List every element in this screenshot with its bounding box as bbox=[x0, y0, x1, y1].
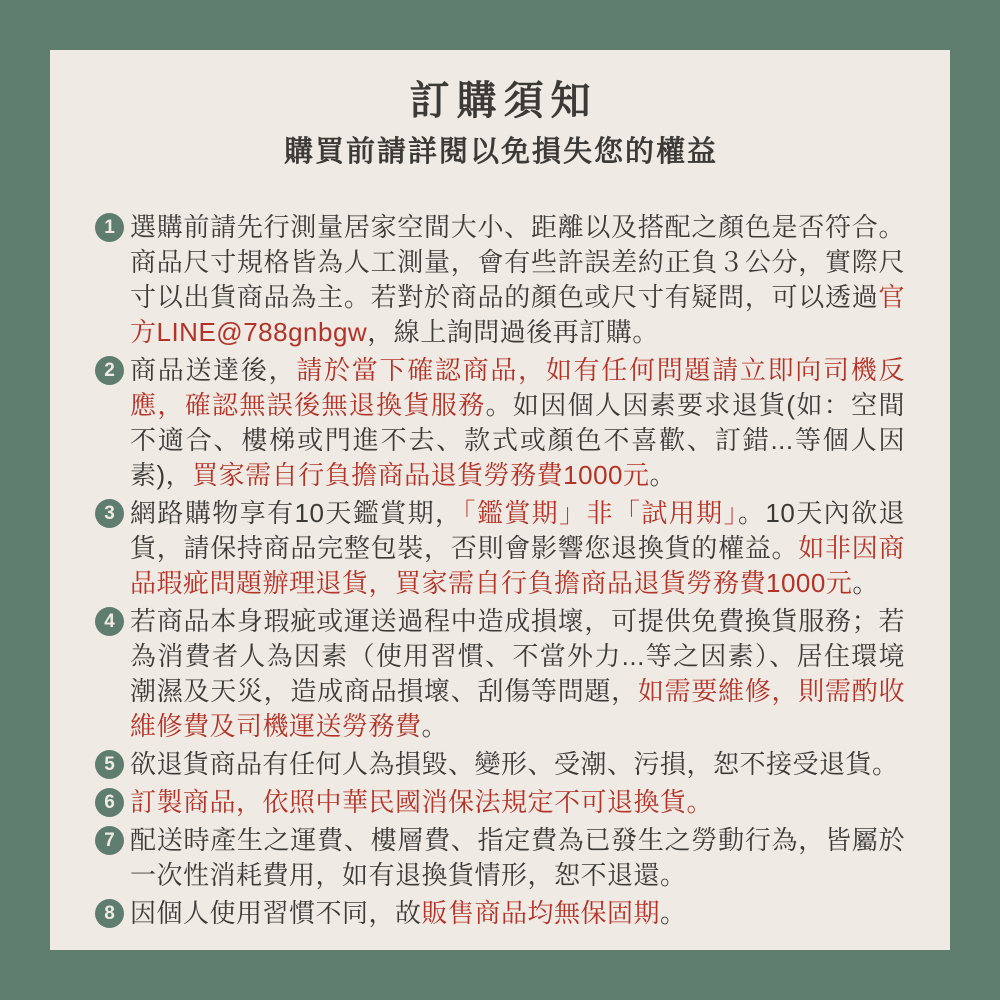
notice-text bbox=[130, 496, 905, 601]
notice-number-badge: 7 bbox=[95, 826, 124, 855]
notice-number-badge: 6 bbox=[95, 788, 124, 817]
notice-text-segment: 販售商品均無保固期 bbox=[421, 898, 661, 928]
notice-text-segment: 買家需自行負擔商品退貨勞務費1000元 bbox=[192, 460, 650, 490]
notice-text-segment: 訂製商品，依照中華民國消保法規定不可退換貨。 bbox=[130, 787, 714, 817]
notice-text bbox=[130, 896, 905, 931]
notice-item bbox=[95, 785, 905, 820]
notice-text bbox=[130, 747, 905, 782]
notice-item bbox=[95, 747, 905, 782]
notice-item bbox=[95, 896, 905, 931]
notice-text-segment: 欲退貨商品有任何人為損毀、變形、受潮、污損，恕不接受退貨。 bbox=[130, 749, 899, 779]
notice-number-badge: 3 bbox=[95, 499, 124, 528]
notice-text-segment: 選購前請先行測量居家空間大小、距離以及搭配之顏色是否符合。商品尺寸規格皆為人工測量，會有些許誤差約正負３公分，實際尺寸以出貨商品為主。若對於商品的顏色或尺寸有疑問，可以透過 bbox=[130, 212, 905, 312]
notice-number-badge: 1 bbox=[95, 213, 124, 242]
notice-text-segment: 若商品本身瑕疵或運送過程中造成損壞，可提供免費換貨服務；若為消費者人為因素（使用習慣、不當外力...等之因素）、居住環境潮濕及天災，造成商品損壞、刮傷等問題， bbox=[130, 606, 905, 706]
notice-text bbox=[130, 604, 905, 744]
notice-item bbox=[95, 604, 905, 744]
page-title: 訂購須知 bbox=[409, 79, 598, 123]
notice-item bbox=[95, 496, 905, 601]
notice-text bbox=[130, 210, 905, 350]
notice-number-badge: 8 bbox=[95, 899, 124, 928]
notice-text-segment: 。 bbox=[649, 460, 677, 490]
notice-text-segment: 官方LINE@788gnbgw bbox=[130, 282, 905, 347]
notice-text-segment: 。 bbox=[852, 568, 879, 598]
notice-text bbox=[130, 353, 905, 493]
notice-sheet bbox=[50, 50, 950, 950]
notice-text-segment: 如需要維修，則需酌收維修費及司機運送勞務費 bbox=[130, 676, 905, 741]
notice-text-segment: 配送時產生之運費、樓層費、指定費為已發生之勞動行為，皆屬於一次性消耗費用，如有退換貨情形，恕不退還。 bbox=[130, 825, 905, 890]
notice-text-segment: 如非因商品瑕疵問題辦理退貨，買家需自行負擔商品退貨勞務費1000元 bbox=[130, 533, 905, 598]
notice-text-segment: 。 bbox=[421, 711, 449, 741]
notice-text-segment: 。如因個人因素要求退貨(如：空間不適合、樓梯或門進不去、款式或顏色不喜歡、訂錯...等個人因素)， bbox=[130, 390, 905, 490]
notice-text-segment: ，線上詢問過後再訂購。 bbox=[367, 317, 659, 347]
notice-number-badge: 5 bbox=[95, 750, 124, 779]
notice-text-segment: 請於當下確認商品，如有任何問題請立即向司機反應，確認無誤後無退換貨服務 bbox=[130, 355, 905, 420]
notice-item bbox=[95, 823, 905, 893]
notice-text-segment: 商品送達後， bbox=[130, 355, 297, 385]
notice-number-badge: 2 bbox=[95, 356, 124, 385]
notice-number-badge: 4 bbox=[95, 607, 124, 636]
notice-text-segment: 因個人使用習慣不同，故 bbox=[130, 898, 422, 928]
notice-text-segment: 。 bbox=[660, 898, 687, 928]
notice-text-segment: 「鑑賞期」非「試用期」 bbox=[462, 498, 738, 528]
notice-text-segment: 網路購物享有10天鑑賞期， bbox=[130, 498, 463, 528]
notice-item bbox=[95, 210, 905, 350]
notice-list bbox=[95, 210, 905, 931]
notice-text-segment: 。10天內欲退貨，請保持商品完整包裝，否則會影響您退換貨的權益。 bbox=[130, 498, 905, 563]
page-subtitle: 購買前請詳閱以免損失您的權益 bbox=[283, 136, 718, 168]
notice-item bbox=[95, 353, 905, 493]
notice-text bbox=[130, 785, 905, 820]
notice-text bbox=[130, 823, 905, 893]
